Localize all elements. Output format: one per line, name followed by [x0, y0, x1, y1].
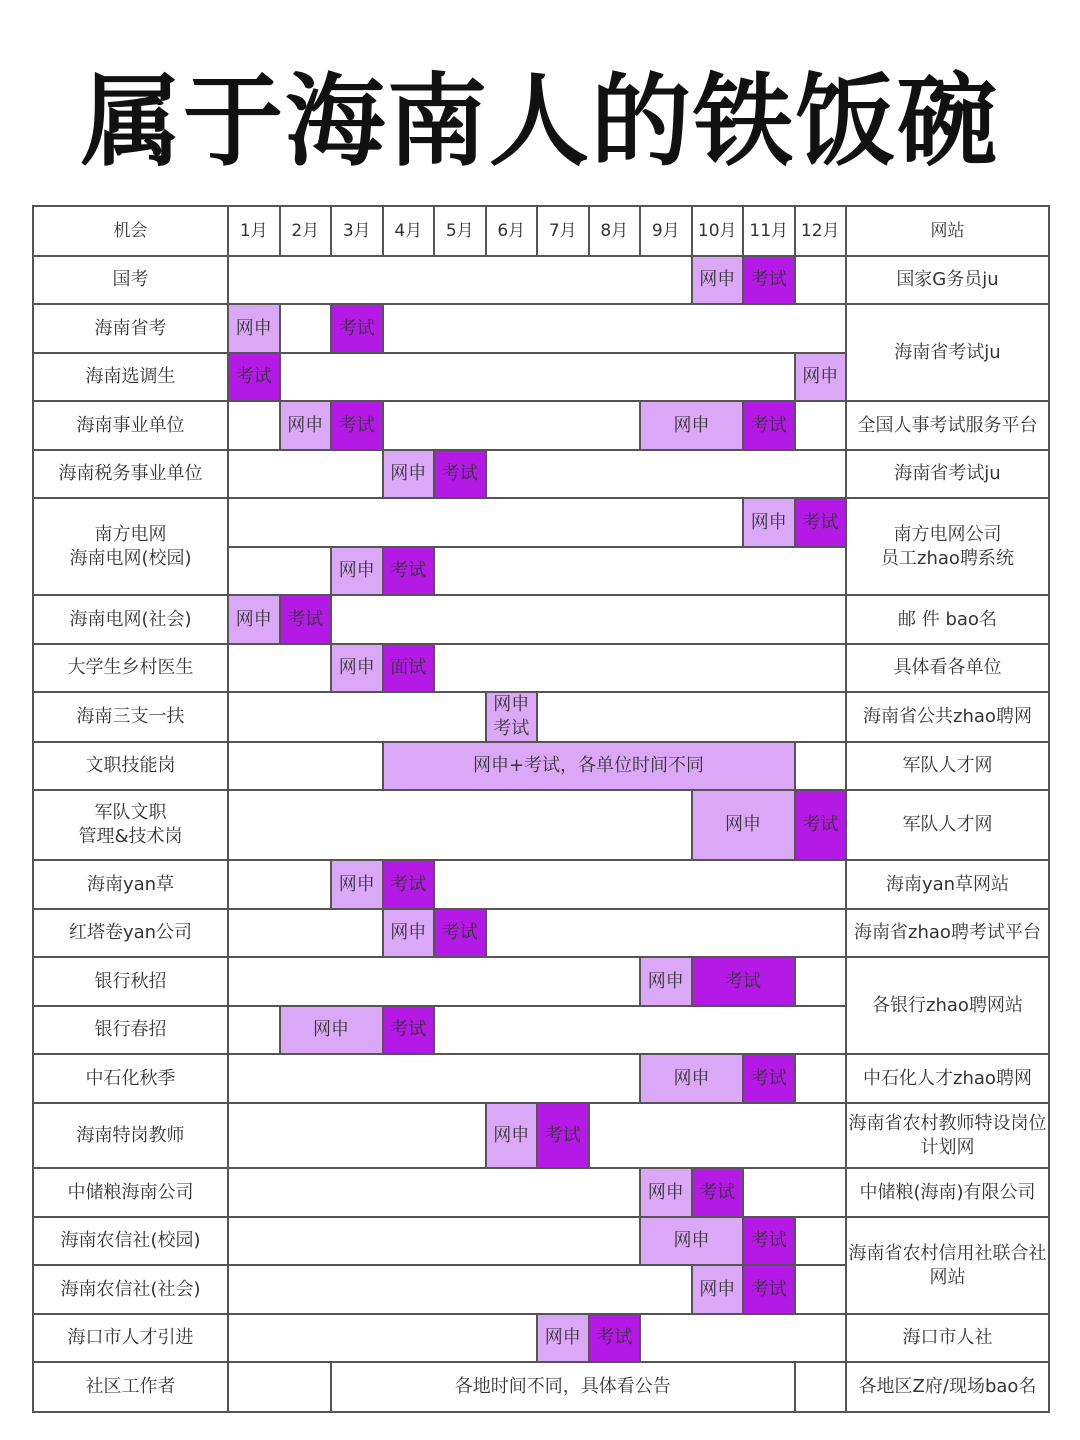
- empty-month-cell: [228, 547, 331, 595]
- table-row: [33, 860, 1049, 909]
- page-title: 属于海南人的铁饭碗: [81, 63, 999, 180]
- empty-month-cell: [795, 1054, 847, 1103]
- apply-period-cell: 网申: [640, 401, 743, 450]
- opportunity-name: 海南特岗教师: [33, 1103, 228, 1168]
- note-cell: 各地时间不同，具体看公告: [331, 1362, 795, 1412]
- empty-month-cell: [228, 644, 331, 692]
- empty-month-cell: [383, 304, 847, 353]
- opportunity-name: 南方电网 海南电网(校园): [33, 498, 228, 595]
- exam-period-cell: 考试: [692, 957, 795, 1006]
- header-month: 10月: [692, 206, 744, 256]
- empty-month-cell: [228, 860, 331, 909]
- exam-period-cell: 考试: [589, 1314, 641, 1362]
- apply-period-cell: 网申: [640, 1168, 692, 1217]
- exam-period-cell: 考试: [743, 401, 795, 450]
- table-row: [33, 1103, 1049, 1168]
- table-row: [33, 1168, 1049, 1217]
- website-cell: 国家G务员ju: [846, 256, 1049, 304]
- apply-period-cell: 网申: [640, 957, 692, 1006]
- apply-period-cell: 网申: [692, 1265, 744, 1314]
- apply-period-cell: 网申: [383, 909, 435, 957]
- header-month: 9月: [640, 206, 692, 256]
- opportunity-name: 国考: [33, 256, 228, 304]
- exam-period-cell: 考试: [383, 860, 435, 909]
- website-cell: 海南省农村教师特设岗位计划网: [846, 1103, 1049, 1168]
- header-month: 3月: [331, 206, 383, 256]
- table-row: [33, 1217, 1049, 1265]
- table-row: [33, 401, 1049, 450]
- apply-period-cell: 网申: [228, 595, 280, 644]
- apply-period-cell: 网申: [486, 1103, 538, 1168]
- header-month: 1月: [228, 206, 280, 256]
- empty-month-cell: [228, 1006, 280, 1054]
- exam-period-cell: 考试: [280, 595, 332, 644]
- exam-period-cell: 考试: [692, 1168, 744, 1217]
- empty-month-cell: [795, 401, 847, 450]
- website-cell: 各银行zhao聘网站: [846, 957, 1049, 1054]
- empty-month-cell: [486, 450, 847, 498]
- table-row: [33, 595, 1049, 644]
- table-row: [33, 644, 1049, 692]
- empty-month-cell: [228, 790, 692, 860]
- apply-period-cell: 网申: [743, 498, 795, 547]
- empty-month-cell: [228, 498, 743, 547]
- opportunity-name: 军队文职 管理&技术岗: [33, 790, 228, 860]
- opportunity-name: 银行秋招: [33, 957, 228, 1006]
- website-cell: 海南省zhao聘考试平台: [846, 909, 1049, 957]
- apply-period-cell: 网申: [692, 790, 795, 860]
- empty-month-cell: [434, 644, 846, 692]
- table-row: [33, 1314, 1049, 1362]
- apply-period-cell: 网申: [795, 353, 847, 401]
- table-row: [33, 957, 1049, 1006]
- header-month: 7月: [537, 206, 589, 256]
- opportunity-name: 中储粮海南公司: [33, 1168, 228, 1217]
- empty-month-cell: [228, 1168, 640, 1217]
- opportunity-name: 海南三支一扶: [33, 692, 228, 742]
- header-opportunity: 机会: [33, 206, 228, 256]
- apply-period-cell: 网申: [280, 1006, 383, 1054]
- header-month: 8月: [589, 206, 641, 256]
- empty-month-cell: [228, 1054, 640, 1103]
- website-cell: 邮 件 bao名: [846, 595, 1049, 644]
- exam-period-cell: 考试: [743, 256, 795, 304]
- empty-month-cell: [228, 1362, 331, 1412]
- header-month: 11月: [743, 206, 795, 256]
- header-month: 4月: [383, 206, 435, 256]
- opportunity-name: 海南选调生: [33, 353, 228, 401]
- apply-period-cell: 网申: [280, 401, 332, 450]
- header-row: [33, 206, 1049, 256]
- exam-period-cell: 面试: [383, 644, 435, 692]
- exam-period-cell: 考试: [383, 1006, 435, 1054]
- website-cell: 具体看各单位: [846, 644, 1049, 692]
- empty-month-cell: [228, 1265, 692, 1314]
- website-cell: 海南省考试ju: [846, 450, 1049, 498]
- exam-period-cell: 考试: [795, 790, 847, 860]
- opportunity-name: 海南yan草: [33, 860, 228, 909]
- website-cell: 军队人才网: [846, 790, 1049, 860]
- exam-period-cell: 考试: [743, 1054, 795, 1103]
- opportunity-name: 银行春招: [33, 1006, 228, 1054]
- opportunity-name: 海南农信社(社会): [33, 1265, 228, 1314]
- exam-period-cell: 考试: [795, 498, 847, 547]
- header-month: 5月: [434, 206, 486, 256]
- exam-period-cell: 考试: [743, 1265, 795, 1314]
- recruitment-schedule-table: [32, 205, 1050, 1413]
- opportunity-name: 中石化秋季: [33, 1054, 228, 1103]
- exam-period-cell: 考试: [434, 909, 486, 957]
- empty-month-cell: [434, 547, 846, 595]
- table-row: [33, 692, 1049, 742]
- empty-month-cell: [228, 1103, 486, 1168]
- apply-period-cell: 网申: [640, 1217, 743, 1265]
- exam-period-cell: 考试: [228, 353, 280, 401]
- website-cell: 海南省公共zhao聘网: [846, 692, 1049, 742]
- empty-month-cell: [228, 692, 486, 742]
- apply-period-cell: 网申+考试，各单位时间不同: [383, 742, 795, 790]
- website-cell: 中储粮(海南)有限公司: [846, 1168, 1049, 1217]
- opportunity-name: 文职技能岗: [33, 742, 228, 790]
- apply-period-cell: 网申: [331, 860, 383, 909]
- empty-month-cell: [795, 256, 847, 304]
- empty-month-cell: [434, 860, 846, 909]
- opportunity-name: 大学生乡村医生: [33, 644, 228, 692]
- website-cell: 各地区Z府/现场bao名: [846, 1362, 1049, 1412]
- header-month: 2月: [280, 206, 332, 256]
- table-row: [33, 909, 1049, 957]
- website-cell: 海南省考试ju: [846, 304, 1049, 401]
- apply-period-cell: 网申: [331, 644, 383, 692]
- opportunity-name: 海南事业单位: [33, 401, 228, 450]
- header-month: 6月: [486, 206, 538, 256]
- empty-month-cell: [795, 1217, 847, 1265]
- website-cell: 海南省农村信用社联合社网站: [846, 1217, 1049, 1314]
- apply-period-cell: 网申: [537, 1314, 589, 1362]
- table-row: [33, 1054, 1049, 1103]
- exam-period-cell: 考试: [331, 401, 383, 450]
- table-row: [33, 1362, 1049, 1412]
- empty-month-cell: [280, 353, 795, 401]
- header-month: 12月: [795, 206, 847, 256]
- opportunity-name: 红塔卷yan公司: [33, 909, 228, 957]
- table-row: [33, 790, 1049, 860]
- exam-period-cell: 考试: [434, 450, 486, 498]
- table-row: [33, 742, 1049, 790]
- empty-month-cell: [589, 1103, 847, 1168]
- empty-month-cell: [228, 1314, 537, 1362]
- empty-month-cell: [537, 692, 846, 742]
- opportunity-name: 海南省考: [33, 304, 228, 353]
- exam-period-cell: 考试: [331, 304, 383, 353]
- website-cell: 海南yan草网站: [846, 860, 1049, 909]
- empty-month-cell: [795, 742, 847, 790]
- empty-month-cell: [228, 1217, 640, 1265]
- apply-period-cell: 网申: [383, 450, 435, 498]
- empty-month-cell: [795, 1265, 847, 1314]
- empty-month-cell: [228, 256, 692, 304]
- opportunity-name: 海南农信社(校园): [33, 1217, 228, 1265]
- apply-period-cell: 网申: [640, 1054, 743, 1103]
- empty-month-cell: [795, 957, 847, 1006]
- exam-period-cell: 考试: [537, 1103, 589, 1168]
- opportunity-name: 海南税务事业单位: [33, 450, 228, 498]
- empty-month-cell: [434, 1006, 846, 1054]
- website-cell: 中石化人才zhao聘网: [846, 1054, 1049, 1103]
- empty-month-cell: [228, 742, 383, 790]
- table-row: [33, 498, 1049, 547]
- apply-period-cell: 网申: [692, 256, 744, 304]
- exam-period-cell: 考试: [743, 1217, 795, 1265]
- website-cell: 南方电网公司 员工zhao聘系统: [846, 498, 1049, 595]
- empty-month-cell: [280, 304, 332, 353]
- apply-period-cell: 网申: [228, 304, 280, 353]
- opportunity-name: 海口市人才引进: [33, 1314, 228, 1362]
- empty-month-cell: [228, 450, 383, 498]
- empty-month-cell: [383, 401, 641, 450]
- table-row: [33, 304, 1049, 353]
- empty-month-cell: [795, 1362, 847, 1412]
- website-cell: 全国人事考试服务平台: [846, 401, 1049, 450]
- website-cell: 海口市人社: [846, 1314, 1049, 1362]
- exam-period-cell: 考试: [383, 547, 435, 595]
- empty-month-cell: [228, 957, 640, 1006]
- website-cell: 军队人才网: [846, 742, 1049, 790]
- opportunity-name: 社区工作者: [33, 1362, 228, 1412]
- empty-month-cell: [640, 1314, 846, 1362]
- empty-month-cell: [486, 909, 847, 957]
- empty-month-cell: [331, 595, 846, 644]
- table-row: [33, 256, 1049, 304]
- apply-period-cell: 网申: [331, 547, 383, 595]
- apply-period-cell: 网申 考试: [486, 692, 538, 742]
- empty-month-cell: [228, 909, 383, 957]
- empty-month-cell: [743, 1168, 846, 1217]
- header-website: 网站: [846, 206, 1049, 256]
- empty-month-cell: [228, 401, 280, 450]
- opportunity-name: 海南电网(社会): [33, 595, 228, 644]
- table-row: [33, 450, 1049, 498]
